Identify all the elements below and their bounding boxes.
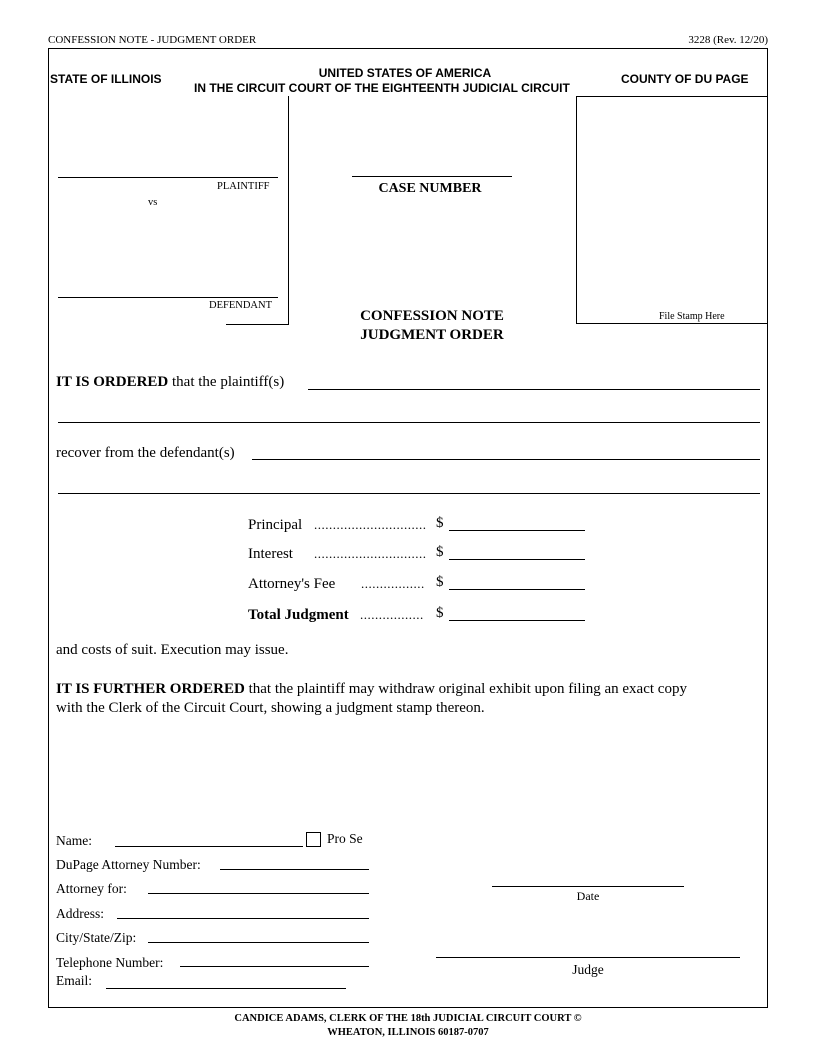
circuit-label: IN THE CIRCUIT COURT OF THE EIGHTEENTH JUDICIAL CIRCUIT — [194, 81, 570, 95]
dupage-attorney-number-fill-line[interactable] — [220, 869, 369, 870]
defendants-fill-line-2[interactable] — [58, 493, 760, 494]
pro-se-label: Pro Se — [327, 831, 363, 846]
address-label: Address: — [56, 906, 104, 921]
form-number: 3228 (Rev. 12/20) — [688, 34, 768, 46]
email-label: Email: — [56, 973, 92, 988]
city-state-zip-fill-line[interactable] — [148, 942, 369, 943]
caption-box-right-edge — [288, 96, 289, 324]
attorney-fee-currency: $ — [436, 574, 444, 590]
plaintiff-line[interactable] — [58, 177, 278, 178]
form-title: CONFESSION NOTE - JUDGMENT ORDER — [48, 34, 257, 46]
county-label: COUNTY OF DU PAGE — [621, 72, 749, 86]
principal-currency: $ — [436, 515, 444, 531]
judge-label: Judge — [572, 962, 604, 977]
telephone-number-fill-line[interactable] — [180, 966, 369, 967]
date-line[interactable] — [492, 886, 684, 887]
attorney-fee-label: Attorney's Fee — [248, 576, 336, 592]
plaintiffs-fill-line[interactable] — [308, 389, 760, 390]
telephone-number-label: Telephone Number: — [56, 955, 164, 970]
further-ordered-line1 — [56, 681, 687, 698]
address-fill-line[interactable] — [117, 918, 369, 919]
ordered-text — [56, 374, 284, 391]
state-label: STATE OF ILLINOIS — [50, 72, 162, 86]
total-judgment-amount-line[interactable] — [449, 620, 585, 621]
footer-clerk-line: CANDICE ADAMS, CLERK OF THE 18th JUDICIAL CIRCUIT COURT © — [234, 1013, 582, 1024]
interest-amount-line[interactable] — [449, 559, 585, 560]
caption-box-bottom-edge — [226, 324, 289, 325]
further-ordered-line2: with the Clerk of the Circuit Court, showing a judgment stamp thereon. — [56, 700, 485, 716]
attorney-for-fill-line[interactable] — [148, 893, 369, 894]
name-fill-line[interactable] — [115, 846, 303, 847]
judge-signature-line[interactable] — [436, 957, 740, 958]
interest-dots: .............................. — [314, 546, 427, 561]
file-stamp-label: File Stamp Here — [659, 311, 725, 322]
document-title-line2: JUDGMENT ORDER — [360, 327, 504, 343]
case-number-label: CASE NUMBER — [378, 181, 482, 196]
case-number-line[interactable] — [352, 176, 512, 177]
attorney-fee-amount-line[interactable] — [449, 589, 585, 590]
date-label: Date — [576, 889, 600, 903]
document-title-line1: CONFESSION NOTE — [360, 308, 504, 324]
total-judgment-label: Total Judgment — [248, 607, 349, 623]
dupage-attorney-number-label: DuPage Attorney Number: — [56, 857, 201, 872]
plaintiff-label: PLAINTIFF — [217, 181, 270, 192]
principal-amount-line[interactable] — [449, 530, 585, 531]
principal-dots: .............................. — [314, 517, 427, 532]
further-ordered-bold: IT IS FURTHER ORDERED — [56, 681, 245, 697]
city-state-zip-label: City/State/Zip: — [56, 930, 137, 945]
costs-text: and costs of suit. Execution may issue. — [56, 642, 289, 658]
recover-label: recover from the defendant(s) — [56, 445, 235, 461]
country-label: UNITED STATES OF AMERICA — [318, 66, 492, 80]
file-stamp-box — [576, 96, 768, 324]
email-fill-line[interactable] — [106, 988, 346, 989]
defendants-fill-line[interactable] — [252, 459, 760, 460]
total-judgment-dots: ................. — [360, 607, 424, 622]
total-judgment-currency: $ — [436, 605, 444, 621]
defendant-label: DEFENDANT — [209, 300, 272, 311]
defendant-line[interactable] — [58, 297, 278, 298]
principal-label: Principal — [248, 517, 303, 533]
attorney-for-label: Attorney for: — [56, 881, 127, 896]
vs-label: vs — [148, 197, 158, 208]
plaintiffs-fill-line-2[interactable] — [58, 422, 760, 423]
ordered-rest: that the plaintiff(s) — [172, 374, 285, 390]
ordered-bold: IT IS ORDERED — [56, 374, 169, 390]
interest-currency: $ — [436, 544, 444, 560]
footer-address-line: WHEATON, ILLINOIS 60187-0707 — [327, 1027, 489, 1038]
name-label: Name: — [56, 833, 92, 848]
further-ordered-rest: that the plaintiff may withdraw original exhibit upon filing an exact copy — [248, 681, 687, 697]
interest-label: Interest — [248, 546, 293, 562]
pro-se-checkbox[interactable] — [306, 832, 321, 847]
attorney-fee-dots: ................. — [361, 576, 425, 591]
